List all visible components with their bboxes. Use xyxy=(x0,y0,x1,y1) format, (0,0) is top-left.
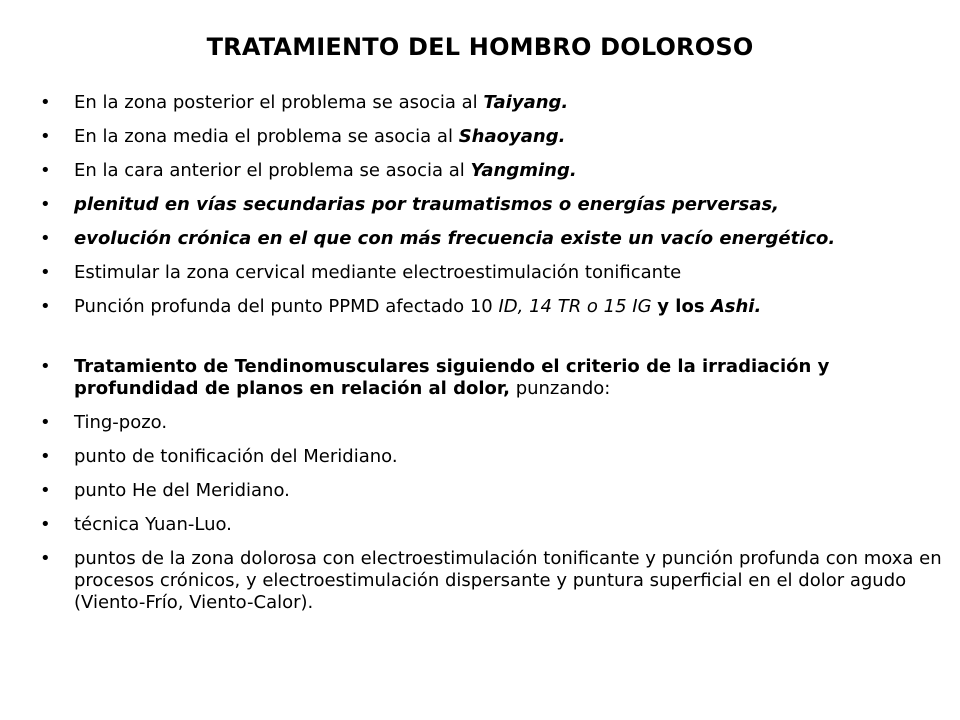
item-text: Estimular la zona cervical mediante electroestimulación tonificante xyxy=(74,262,682,283)
list-item xyxy=(40,356,945,400)
item-text: punto He del Meridiano. xyxy=(74,480,290,501)
item-emphasis: Shaoyang. xyxy=(458,126,566,147)
item-text: En la cara anterior el problema se asocia al xyxy=(74,160,471,181)
item-bold: Tratamiento de Tendinomusculares siguiendo el criterio de la irradiación y profundidad de planos en relación al dolor, xyxy=(74,356,830,399)
list-item xyxy=(40,548,945,614)
list-item xyxy=(40,160,945,182)
page-title: TRATAMIENTO DEL HOMBRO DOLOROSO xyxy=(206,33,754,61)
item-text: En la zona media el problema se asocia al xyxy=(74,126,459,147)
list-item xyxy=(40,446,945,468)
item-text: puntos de la zona dolorosa con electroestimulación tonificante y punción profunda con moxa en procesos crónicos, y electroestimulación dispersante y puntura superficial en el dolor agudo (Viento-Frío, Viento-Calor). xyxy=(74,548,942,613)
item-text: Ting-pozo. xyxy=(74,412,168,433)
list-item xyxy=(40,514,945,536)
item-text: punzando: xyxy=(509,378,611,399)
item-emphasis: Ashi. xyxy=(710,296,762,317)
item-emphasis: Yangming. xyxy=(470,160,577,181)
list-item xyxy=(40,296,945,318)
item-emphasis: evolución crónica en el que con más frecuencia existe un vacío energético. xyxy=(74,228,836,249)
list-item xyxy=(40,92,945,114)
item-italic: ID, 14 TR o 15 IG xyxy=(498,296,658,317)
item-text: Punción profunda del punto PPMD afectado 10 xyxy=(74,296,499,317)
list-item xyxy=(40,194,945,216)
item-text: punto de tonificación del Meridiano. xyxy=(74,446,398,467)
item-emphasis: Taiyang. xyxy=(483,92,569,113)
list-item xyxy=(40,126,945,148)
list-item xyxy=(40,480,945,502)
list-item xyxy=(40,228,945,250)
item-bold: y los xyxy=(657,296,711,317)
list-item xyxy=(40,412,945,434)
item-text: técnica Yuan-Luo. xyxy=(74,514,232,535)
item-text: En la zona posterior el problema se asocia al xyxy=(74,92,484,113)
bullet-list xyxy=(40,92,945,626)
list-item xyxy=(40,262,945,284)
item-emphasis: plenitud en vías secundarias por traumatismos o energías perversas, xyxy=(74,194,780,215)
